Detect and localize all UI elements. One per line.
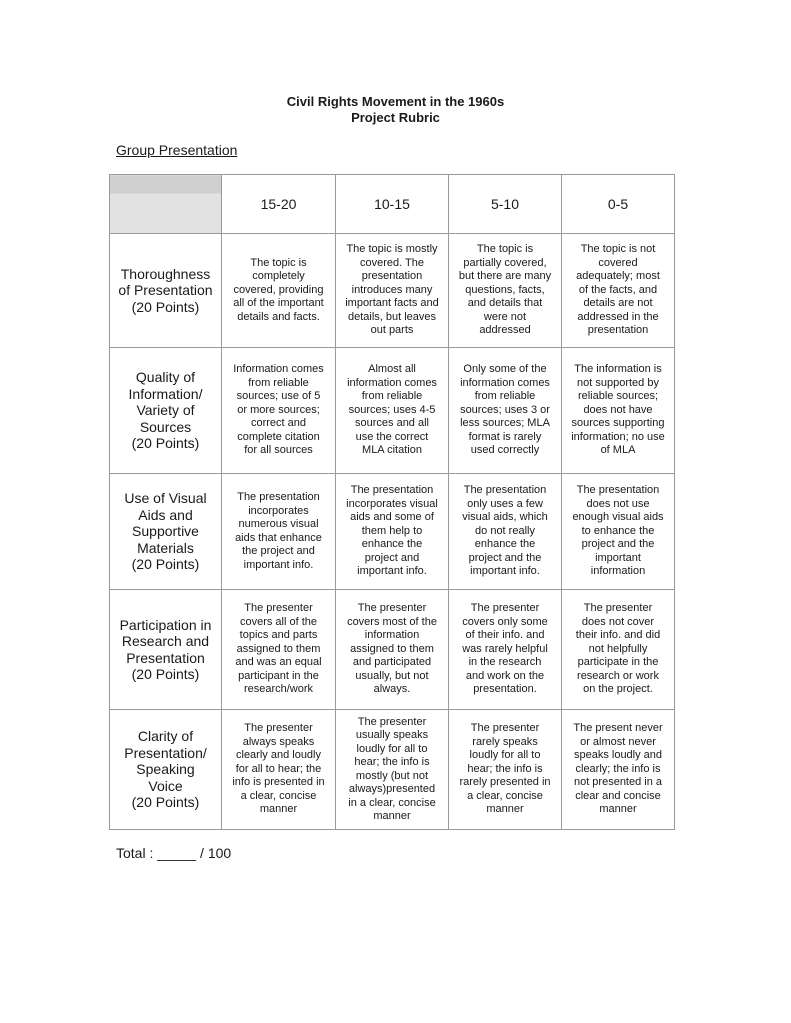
descriptor-text-line: the project and (242, 545, 315, 557)
descriptor-text-line: always)presented (348, 783, 436, 795)
descriptor-text-line: covered. The (359, 256, 424, 269)
title-line-1: Civil Rights Movement in the 1960s (286, 94, 505, 109)
descriptor-text-line: important facts and (345, 297, 439, 310)
criterion-text-line: Sources (139, 418, 192, 435)
descriptor-text-line: addressed (479, 324, 531, 337)
descriptor-text-line: The presenter (470, 602, 540, 615)
descriptor-cell (449, 348, 562, 474)
descriptor-text-line: always. (373, 683, 411, 696)
descriptor-text-line: information comes (347, 376, 437, 389)
descriptor-cell (562, 348, 675, 474)
descriptor-text-line: on the project. (583, 683, 653, 696)
descriptor-text-line: The topic is (476, 243, 534, 256)
descriptor-text-line: details, but leaves (347, 310, 437, 323)
descriptor-text-line: The presenter (244, 602, 313, 615)
descriptor-text-line: covers only some (462, 615, 548, 628)
descriptor-text-line: The information is (574, 363, 662, 376)
descriptor-text-line: manner (259, 803, 298, 816)
descriptor-text-line: does not use (586, 497, 650, 510)
descriptor-cell (449, 710, 562, 830)
descriptor-text-line: info is presented in (232, 776, 325, 789)
descriptor-text-line: The topic is mostly (346, 243, 438, 256)
section-label: Group Presentation (116, 142, 238, 158)
descriptor-text-line: enhance the (361, 538, 423, 551)
descriptor-text-line: information comes (460, 376, 550, 389)
descriptor-text-line: The topic is not (580, 243, 656, 256)
descriptor-text-line: hear; the info is (354, 756, 430, 768)
criterion-text-line: Materials (137, 539, 194, 556)
descriptor-cell (222, 474, 336, 590)
rubric-row (110, 710, 675, 830)
score-header: 5-10 (449, 175, 562, 234)
descriptor-text-line: and was an equal (235, 656, 322, 669)
descriptor-text-line: always speaks (242, 735, 315, 748)
rubric-table (109, 174, 675, 830)
descriptor-text-line: sources; use of 5 (236, 390, 321, 403)
descriptor-text-line: from reliable (474, 390, 536, 403)
descriptor-text-line: manner (486, 803, 524, 816)
criterion-text-line: Supportive (132, 523, 199, 540)
descriptor-cell (222, 590, 336, 710)
descriptor-text-line: their info. and did (575, 629, 661, 642)
descriptor-text-line: loudly for all to (356, 742, 428, 755)
descriptor-text-line: The presenter (470, 722, 540, 735)
descriptor-text-line: presentation. (473, 683, 537, 696)
descriptor-text-line: in the research (468, 656, 542, 669)
descriptor-text-line: project and (364, 551, 420, 564)
descriptor-text-line: covered, providing (233, 283, 324, 296)
descriptor-text-line: rarely presented in (459, 776, 551, 789)
criterion-text-line: Quality of (135, 369, 196, 386)
descriptor-text-line: clearly and loudly (236, 749, 321, 762)
descriptor-text-line: loudly for all to (469, 749, 541, 762)
descriptor-text-line: The presentation (576, 484, 660, 497)
criterion-text-line: Participation in (119, 616, 212, 633)
criterion-text-line: Speaking (136, 761, 195, 778)
descriptor-text-line: from reliable (361, 390, 423, 403)
descriptor-text-line: covers all of the (239, 615, 318, 628)
descriptor-text-line: only uses a few (467, 497, 543, 510)
criterion-text-line: (20 Points) (131, 666, 200, 682)
descriptor-text-line: them help to (361, 524, 423, 537)
descriptor-text-line: rarely speaks (472, 735, 538, 748)
criterion-text-line: Thoroughness (120, 265, 211, 282)
descriptor-text-line: all of the important (233, 297, 324, 310)
descriptor-text-line: Information comes (233, 363, 324, 376)
descriptor-text-line: was rarely helpful (462, 642, 548, 655)
descriptor-text-line: format is rarely (468, 430, 542, 443)
criterion-cell (110, 710, 222, 830)
descriptor-text-line: used correctly (470, 444, 540, 457)
descriptor-text-line: adequately; most (576, 270, 660, 283)
descriptor-text-line: The presentation (237, 491, 320, 503)
rubric-row (110, 590, 675, 710)
criterion-text-line: Voice (148, 777, 183, 794)
descriptor-text-line: addressed in the (577, 310, 659, 323)
descriptor-text-line: a clear, concise (467, 789, 543, 802)
descriptor-text-line: research/work (243, 683, 314, 696)
descriptor-text-line: topics and parts (239, 629, 318, 642)
descriptor-text-line: to enhance the (581, 524, 655, 537)
descriptor-text-line: sources supporting (571, 417, 665, 430)
descriptor-text-line: introduces many (351, 283, 433, 296)
criterion-cell (110, 234, 222, 348)
descriptor-text-line: not supported by (577, 376, 659, 389)
descriptor-text-line: The presentation (463, 484, 547, 497)
descriptor-text-line: information (590, 565, 646, 578)
descriptor-cell (336, 474, 449, 590)
descriptor-text-line: or almost never (580, 735, 656, 748)
score-header: 15-20 (222, 175, 336, 234)
descriptor-text-line: important info. (243, 558, 314, 571)
rubric-body (110, 175, 675, 830)
title-line-2: Project Rubric (351, 110, 440, 125)
criterion-text-line: Aids and (138, 506, 193, 523)
descriptor-text-line: and participated (352, 656, 432, 669)
descriptor-text-line: clearly; the info is (575, 762, 661, 775)
descriptor-text-line: mostly (but not (355, 769, 429, 782)
descriptor-text-line: aids and some of (350, 511, 434, 524)
criterion-text-line: (20 Points) (131, 435, 200, 452)
descriptor-text-line: important info. (357, 565, 427, 578)
descriptor-text-line: Only some of the (463, 363, 547, 376)
criterion-text-line: Variety of (136, 402, 195, 419)
descriptor-text-line: Almost all (368, 363, 416, 376)
descriptor-text-line: not helpfully (588, 642, 648, 655)
descriptor-text-line: assigned to them (350, 642, 434, 655)
criterion-text-line: Use of Visual (124, 490, 207, 507)
descriptor-text-line: use the correct (355, 430, 429, 443)
descriptor-text-line: important (595, 551, 641, 564)
descriptor-text-line: project and the (468, 551, 542, 564)
descriptor-text-line: sources; uses 3 or (460, 403, 550, 416)
descriptor-text-line: hear; the info is (467, 762, 543, 775)
descriptor-cell (336, 348, 449, 474)
rubric-row (110, 348, 675, 474)
descriptor-text-line: and work on the (465, 669, 545, 682)
descriptor-text-line: enhance the (474, 538, 536, 551)
descriptor-cell (562, 590, 675, 710)
descriptor-cell (562, 234, 675, 348)
criterion-text-line: Research and (121, 633, 210, 649)
criterion-cell (110, 348, 222, 474)
descriptor-text-line: participant in the (238, 669, 319, 682)
descriptor-text-line: research or work (577, 669, 659, 682)
descriptor-text-line: incorporates visual (346, 497, 438, 510)
descriptor-text-line: do not really (475, 524, 535, 537)
criterion-text-line: (20 Points) (131, 794, 200, 811)
descriptor-text-line: details are not (583, 297, 653, 310)
criterion-text-line: Information/ (128, 385, 203, 402)
descriptor-text-line: questions, facts, (465, 283, 545, 296)
criterion-text-line: (20 Points) (131, 298, 200, 315)
descriptor-cell (336, 590, 449, 710)
criterion-text-line: of Presentation (118, 282, 213, 299)
criterion-text-line: Presentation/ (124, 744, 207, 761)
document-title (0, 94, 791, 126)
descriptor-cell (562, 474, 675, 590)
descriptor-text-line: not presented in a (573, 776, 663, 789)
descriptor-text-line: of MLA (600, 444, 636, 457)
descriptor-text-line: speaks loudly and (573, 749, 663, 762)
descriptor-text-line: clear and concise (575, 789, 661, 802)
rubric-row (110, 474, 675, 590)
descriptor-text-line: The presenter (244, 722, 313, 735)
descriptor-text-line: or more sources; (237, 403, 320, 416)
descriptor-text-line: and details that (467, 297, 543, 310)
descriptor-text-line: reliable sources; (577, 390, 659, 403)
descriptor-text-line: completely (252, 270, 305, 283)
criterion-text-line: Clarity of (137, 728, 194, 745)
descriptor-text-line: covers most of the (347, 615, 437, 628)
descriptor-text-line: participate in the (577, 656, 659, 669)
descriptor-cell (449, 590, 562, 710)
descriptor-text-line: The presenter (583, 602, 653, 615)
descriptor-text-line: for all sources (244, 444, 313, 457)
descriptor-text-line: were not (483, 310, 527, 323)
header-row (110, 175, 675, 234)
criterion-text-line: Presentation (126, 649, 205, 666)
rubric-row (110, 234, 675, 348)
descriptor-text-line: enough visual aids (572, 511, 664, 524)
criterion-text-line: (20 Points) (131, 556, 200, 573)
descriptor-text-line: partially covered, (463, 256, 547, 269)
descriptor-text-line: does not cover (581, 615, 655, 628)
descriptor-text-line: complete citation (237, 430, 320, 443)
descriptor-text-line: of their info. and (465, 629, 545, 642)
descriptor-text-line: The presentation (350, 484, 434, 497)
descriptor-text-line: but there are many (458, 270, 552, 283)
descriptor-text-line: does not have (583, 403, 653, 416)
descriptor-text-line: from reliable (248, 376, 309, 389)
descriptor-text-line: sources; uses 4-5 (348, 403, 436, 416)
corner-cell (110, 175, 222, 234)
descriptor-text-line: The present never (573, 722, 663, 735)
descriptor-text-line: usually, but not (355, 669, 429, 682)
descriptor-text-line: sources and all (355, 417, 429, 430)
descriptor-text-line: out parts (370, 324, 414, 337)
descriptor-text-line: incorporates (248, 504, 309, 517)
descriptor-text-line: covered (598, 256, 638, 269)
descriptor-text-line: details and facts. (237, 310, 320, 323)
descriptor-text-line: visual aids, which (462, 511, 548, 524)
descriptor-text-line: manner (373, 810, 411, 822)
descriptor-text-line: less sources; MLA (460, 417, 550, 430)
descriptor-cell (336, 234, 449, 348)
descriptor-text-line: a clear, concise (240, 789, 317, 802)
descriptor-cell (222, 710, 336, 830)
descriptor-text-line: aids that enhance (235, 531, 322, 544)
descriptor-text-line: in a clear, concise (348, 796, 436, 809)
descriptor-cell (449, 474, 562, 590)
score-header: 0-5 (562, 175, 675, 234)
descriptor-text-line: correct and (250, 417, 307, 430)
descriptor-cell (336, 710, 449, 830)
total-score-line: Total : _____ / 100 (116, 845, 232, 861)
criterion-cell (110, 590, 222, 710)
descriptor-text-line: The presenter (357, 715, 427, 728)
criterion-cell (110, 474, 222, 590)
descriptor-text-line: presentation (361, 270, 423, 283)
descriptor-text-line: assigned to them (236, 642, 321, 655)
descriptor-cell (222, 234, 336, 348)
score-header: 10-15 (336, 175, 449, 234)
descriptor-cell (222, 348, 336, 474)
descriptor-text-line: information; no use (571, 430, 665, 443)
descriptor-text-line: information (364, 629, 420, 642)
descriptor-text-line: MLA citation (362, 444, 422, 457)
descriptor-cell (449, 234, 562, 348)
descriptor-text-line: for all to hear; the (235, 762, 322, 775)
descriptor-text-line: project and the (581, 538, 655, 551)
descriptor-text-line: The topic is (250, 256, 307, 269)
descriptor-cell (562, 710, 675, 830)
descriptor-text-line: numerous visual (238, 518, 319, 530)
descriptor-text-line: important info. (470, 565, 540, 578)
descriptor-text-line: usually speaks (355, 729, 429, 741)
descriptor-text-line: presentation (587, 324, 649, 337)
descriptor-text-line: The presenter (357, 602, 427, 615)
descriptor-text-line: of the facts, and (578, 283, 658, 296)
descriptor-text-line: manner (599, 803, 637, 816)
